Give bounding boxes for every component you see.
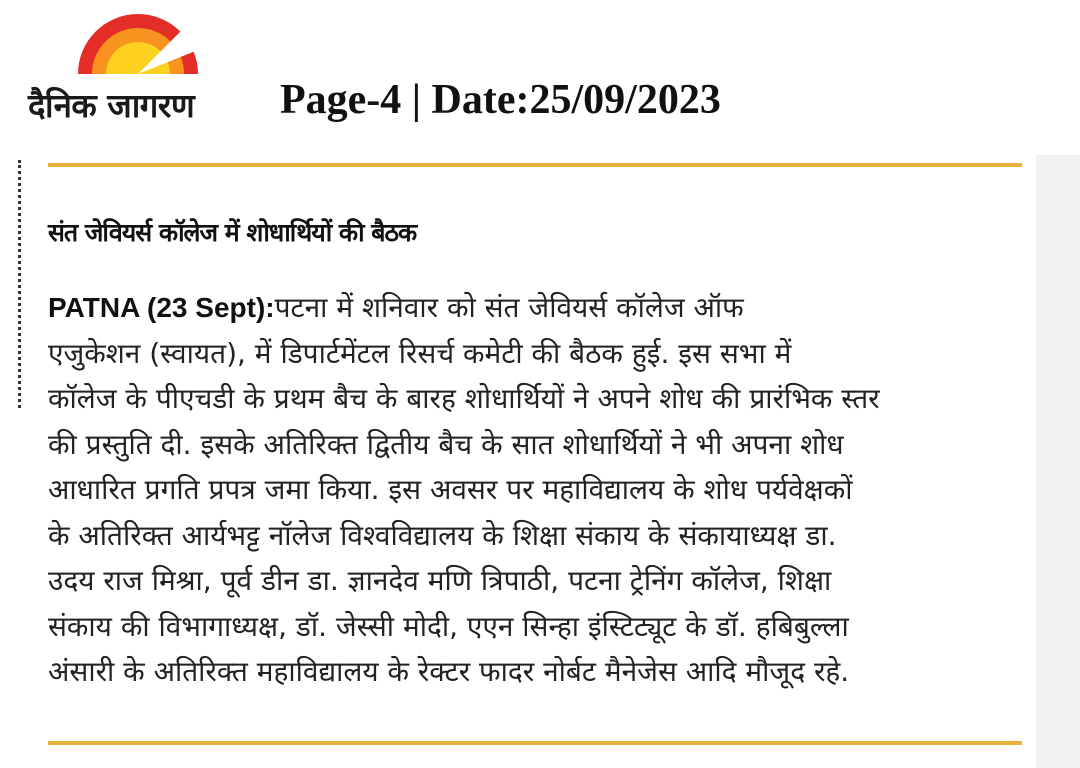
article-line: कॉलेज के पीएचडी के प्रथम बैच के बारह शोधार्थियों ने अपने शोध की प्रारंभिक स्तर [48,382,880,415]
article-line: के अतिरिक्त आर्यभट्ट नॉलेज विश्वविद्यालय के शिक्षा संकाय के संकायाध्यक्ष डा. [48,518,837,552]
article-body [48,285,1026,695]
side-margin [1036,155,1080,768]
article-line: आधारित प्रगति प्रपत्र जमा किया. इस अवसर पर महाविद्यालय के शोध पर्यवेक्षकों [48,473,853,506]
article-headline: संत जेवियर्स कॉलेज में शोधार्थियों की बैठक [48,218,417,247]
bottom-rule [48,741,1022,745]
newspaper-name: दैनिक जागरण [28,86,195,125]
dotted-cut-line [18,160,21,408]
article-line: संकाय की विभागाध्यक्ष, डॉ. जेस्सी मोदी, एएन सिन्हा इंस्टिट्यूट के डॉ. हबिबुल्ला [48,609,849,643]
article-line: उदय राज मिश्रा, पूर्व डीन डा. ज्ञानदेव मणि त्रिपाठी, पटना ट्रेनिंग कॉलेज, शिक्षा [48,564,832,597]
article-dateline: PATNA (23 Sept): [48,292,275,323]
article-line: PATNA (23 Sept):पटना में शनिवार को संत जेवियर्स कॉलेज ऑफ [48,291,744,324]
rising-sun-icon [76,10,200,76]
newspaper-logo [28,10,258,130]
article-line: एजुकेशन (स्वायत), में डिपार्टमेंटल रिसर्च कमेटी की बैठक हुई. इस सभा में [48,336,792,370]
page-date-info: Page-4 | Date:25/09/2023 [280,77,721,123]
article-line: अंसारी के अतिरिक्त महाविद्यालय के रेक्टर फादर नोर्बट मैनेजेस आदि मौजूद रहे. [48,655,850,688]
top-rule [48,163,1022,167]
article-line: की प्रस्तुति दी. इसके अतिरिक्त द्वितीय बैच के सात शोधार्थियों ने भी अपना शोध [48,427,844,461]
